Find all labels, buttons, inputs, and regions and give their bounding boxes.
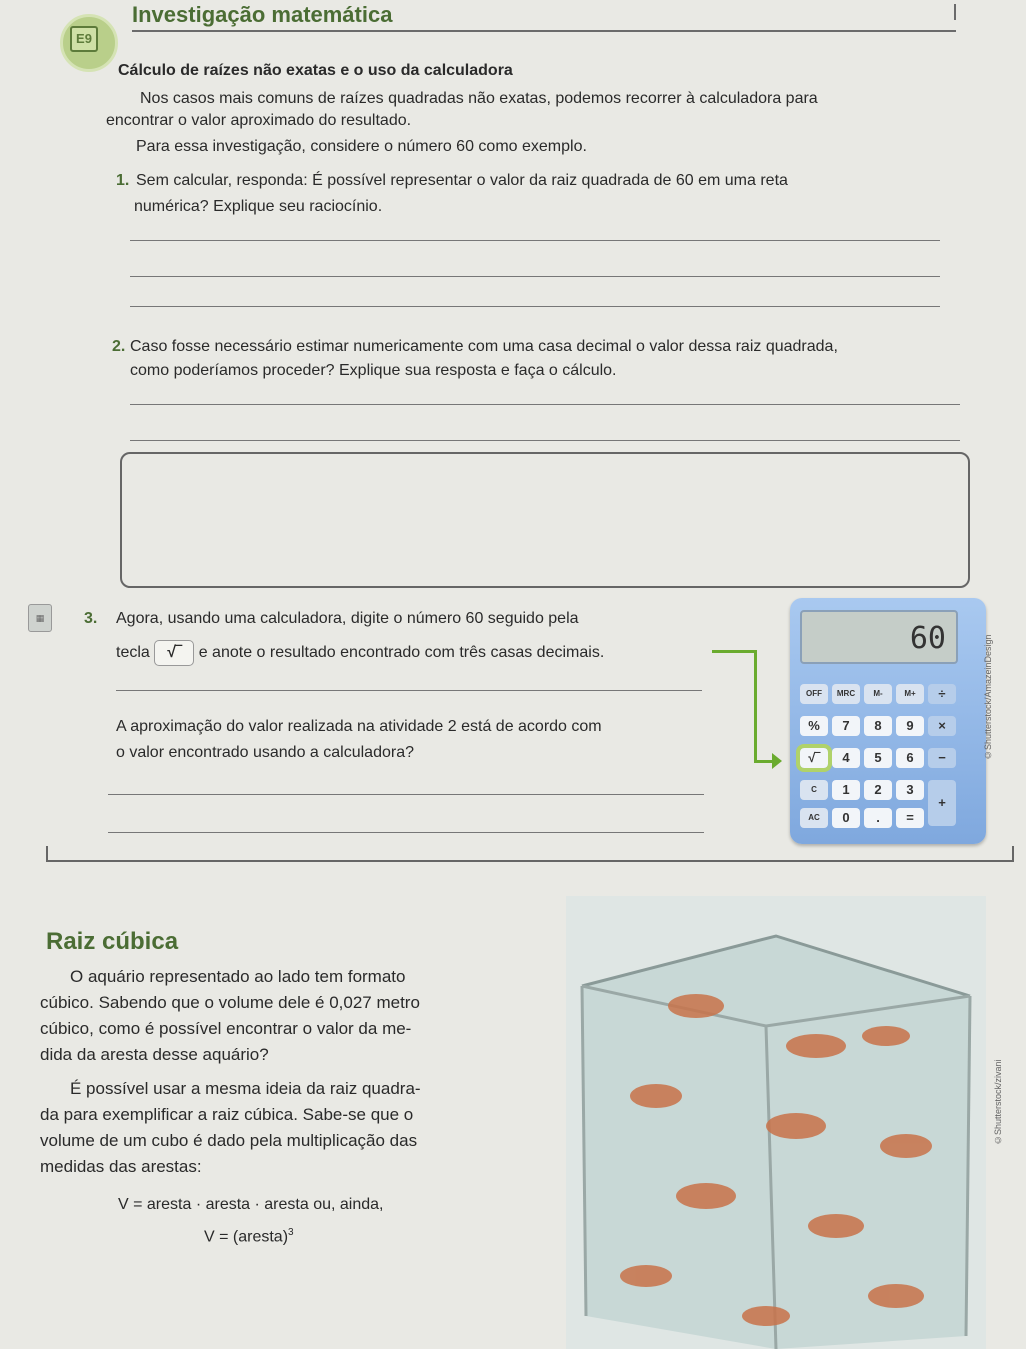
calc-key-mrc: MRC <box>832 684 860 704</box>
subtitle: Cálculo de raízes não exatas e o uso da calculadora <box>118 62 513 79</box>
calc-key-2: 2 <box>864 780 892 800</box>
calc-key-4: 4 <box>832 748 860 768</box>
calc-key-plus: + <box>928 780 956 826</box>
q3-answer-line-2[interactable] <box>108 794 704 795</box>
calc-key-divide: ÷ <box>928 684 956 704</box>
calc-key-3: 3 <box>896 780 924 800</box>
fish-2 <box>786 1034 846 1058</box>
volume-formula-2 <box>204 1222 294 1248</box>
calculator-credit: ©Shutterstock/AmazeinDesign <box>983 634 993 760</box>
arrow-segment-vertical <box>754 650 757 762</box>
q1-answer-line-3[interactable] <box>130 306 940 307</box>
calc-key-sqrt: √‾ <box>800 748 828 768</box>
section-bottom-rule <box>48 860 1014 862</box>
q2-number: 2. <box>112 338 126 355</box>
cubic-p1-line-1: O aquário representado ao lado tem formato <box>70 967 406 986</box>
section-bottom-corner-left <box>46 846 48 862</box>
aquarium-credit: ©Shutterstock/zivani <box>993 1059 1003 1145</box>
q3-line-4: o valor encontrado usando a calculadora? <box>116 744 414 761</box>
volume-formula-1: V = aresta · aresta · aresta ou, ainda, <box>118 1196 384 1213</box>
calc-key-5: 5 <box>864 748 892 768</box>
q1-line-2: numérica? Explique seu raciocínio. <box>134 198 383 215</box>
q3-answer-line-3[interactable] <box>108 832 704 833</box>
intro-line-3: Para essa investigação, considere o número 60 como exemplo. <box>136 138 587 155</box>
calc-key-0: 0 <box>832 808 860 828</box>
fish-7 <box>676 1183 736 1209</box>
calculator-illustration <box>790 598 986 844</box>
arrow-head-icon <box>772 753 782 769</box>
q3-tecla-word: tecla <box>116 644 150 662</box>
q1-number: 1. <box>116 172 130 189</box>
q3-number: 3. <box>84 610 98 627</box>
q2-answer-line-2[interactable] <box>130 440 960 441</box>
cubic-p1-line-2: cúbico. Sabendo que o volume dele é 0,027 metro <box>40 993 420 1012</box>
q3-line-3: A aproximação do valor realizada na atividade 2 está de acordo com <box>116 718 602 735</box>
calc-key-m-minus: M- <box>864 684 892 704</box>
cubic-p1-line-3: cúbico, como é possível encontrar o valor da me- <box>40 1019 412 1038</box>
calc-key-8: 8 <box>864 716 892 736</box>
calc-key-1: 1 <box>832 780 860 800</box>
q1-answer-line-2[interactable] <box>130 276 940 277</box>
section-badge-icon: E9 <box>70 26 98 52</box>
calc-key-minus: − <box>928 748 956 768</box>
fish-6 <box>880 1134 932 1158</box>
arrow-segment-top <box>712 650 756 653</box>
q3-line-2 <box>116 640 604 666</box>
q1-answer-line-1[interactable] <box>130 240 940 241</box>
calculator-display: 60 <box>800 610 958 664</box>
cubic-p2-line-1: É possível usar a mesma ideia da raiz quadra- <box>70 1079 421 1098</box>
intro-line-2: encontrar o valor aproximado do resultado. <box>106 112 412 129</box>
cubic-p1-line-4: dida da aresta desse aquário? <box>40 1045 269 1064</box>
cubic-p2-line-2: da para exemplificar a raiz cúbica. Sabe-se que o <box>40 1105 414 1124</box>
cubic-p2-line-4: medidas das arestas: <box>40 1157 202 1176</box>
section-bottom-corner-right <box>1012 846 1014 862</box>
fish-5 <box>766 1113 826 1139</box>
cubic-root-heading: Raiz cúbica <box>46 928 179 955</box>
fish-1 <box>668 994 724 1018</box>
fish-11 <box>742 1306 790 1326</box>
calc-key-dot: . <box>864 808 892 828</box>
calc-key-m-plus: M+ <box>896 684 924 704</box>
aquarium-illustration <box>566 896 986 1349</box>
q2-line-1: Caso fosse necessário estimar numericamente com uma casa decimal o valor dessa raiz quadrada, <box>130 338 838 355</box>
calc-key-percent: % <box>800 716 828 736</box>
intro-line-1: Nos casos mais comuns de raízes quadradas não exatas, podemos recorrer à calculadora para <box>140 90 818 107</box>
calculator-tag-icon: ▦ <box>28 604 52 632</box>
title-rule <box>132 30 956 32</box>
volume-formula-2-base: V = (aresta) <box>204 1228 289 1246</box>
calc-key-ac: AC <box>800 808 828 828</box>
sqrt-key-icon: √‾ <box>154 640 194 666</box>
calc-key-9: 9 <box>896 716 924 736</box>
q3-line-1: Agora, usando uma calculadora, digite o número 60 seguido pela <box>116 610 579 627</box>
fish-10 <box>868 1284 924 1308</box>
calc-key-off: OFF <box>800 684 828 704</box>
q3-line-2-rest: e anote o resultado encontrado com três casas decimais. <box>198 644 605 662</box>
q1-line-1: Sem calcular, responda: É possível representar o valor da raiz quadrada de 60 em uma reta <box>136 172 788 189</box>
q2-work-box[interactable] <box>120 452 970 588</box>
q2-answer-line-1[interactable] <box>130 404 960 405</box>
calc-key-multiply: × <box>928 716 956 736</box>
fish-9 <box>620 1265 672 1287</box>
fish-3 <box>862 1026 910 1046</box>
calc-key-7: 7 <box>832 716 860 736</box>
calc-key-6: 6 <box>896 748 924 768</box>
calc-key-equals: = <box>896 808 924 828</box>
cubic-p2-line-3: volume de um cubo é dado pela multiplicação das <box>40 1131 418 1150</box>
title-rule-corner <box>954 4 956 20</box>
volume-formula-2-exponent: 3 <box>288 1227 294 1238</box>
section-title: Investigação matemática <box>132 2 393 27</box>
q2-line-2: como poderíamos proceder? Explique sua resposta e faça o cálculo. <box>130 362 617 379</box>
q3-answer-line-1[interactable] <box>116 690 702 691</box>
fish-8 <box>808 1214 864 1238</box>
calc-key-c: C <box>800 780 828 800</box>
fish-4 <box>630 1084 682 1108</box>
